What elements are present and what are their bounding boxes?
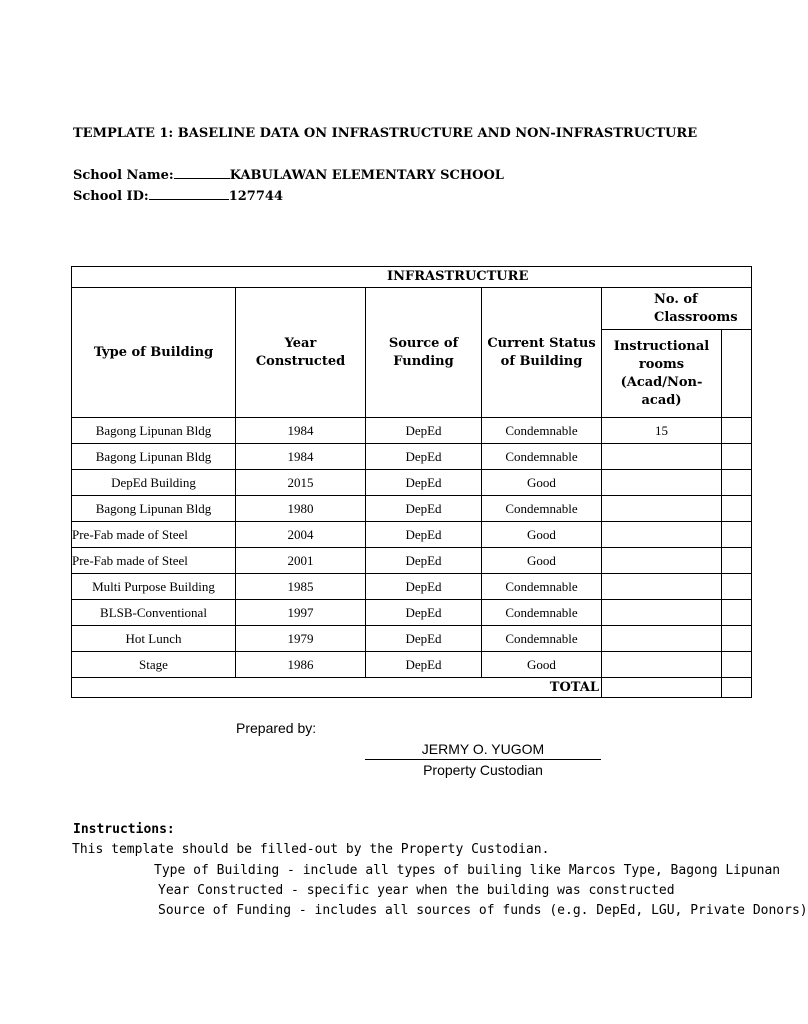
instruction-item: Source of Funding - includes all sources of funds (e.g. DepEd, LGU, Private Donors) (158, 903, 808, 918)
table-row (72, 496, 752, 522)
instruction-item: Year Constructed - specific year when the building was constructed (158, 883, 675, 898)
cell-extra (722, 522, 752, 548)
cell-extra (722, 418, 752, 444)
cell-rooms (602, 574, 722, 600)
cell-extra (722, 626, 752, 652)
table-row (72, 548, 752, 574)
total-extra (722, 678, 752, 698)
cell-type: Pre-Fab made of Steel (72, 548, 236, 574)
school-name-line (73, 167, 504, 183)
cell-year: 1984 (236, 444, 366, 470)
cell-extra (722, 548, 752, 574)
cell-source: DepEd (366, 652, 482, 678)
cell-year: 1979 (236, 626, 366, 652)
col-extra-header (722, 330, 752, 418)
infrastructure-table (71, 266, 752, 698)
cell-year: 1997 (236, 600, 366, 626)
total-label: TOTAL (72, 678, 602, 698)
cell-status: Condemnable (482, 418, 602, 444)
prepared-by-label: Prepared by: (236, 720, 317, 736)
total-row (72, 678, 752, 698)
cell-type: Bagong Lipunan Bldg (72, 418, 236, 444)
table-row (72, 522, 752, 548)
cell-year: 1984 (236, 418, 366, 444)
cell-status: Good (482, 470, 602, 496)
cell-type: BLSB-Conventional (72, 600, 236, 626)
cell-year: 1985 (236, 574, 366, 600)
cell-extra (722, 652, 752, 678)
instruction-item: Type of Building - include all types of builing like Marcos Type, Bagong Lipunan (154, 863, 781, 878)
cell-extra (722, 496, 752, 522)
template-title: TEMPLATE 1: BASELINE DATA ON INFRASTRUCTURE AND NON-INFRASTRUCTURE (73, 126, 698, 141)
cell-status: Condemnable (482, 496, 602, 522)
col-classrooms-header: No. of Classrooms (602, 288, 752, 330)
col-year-header: Year Constructed (236, 288, 366, 418)
cell-type: Stage (72, 652, 236, 678)
cell-source: DepEd (366, 574, 482, 600)
cell-type: DepEd Building (72, 470, 236, 496)
school-id-value: 127744 (228, 189, 283, 204)
cell-status: Condemnable (482, 574, 602, 600)
signatory-position: Property Custodian (423, 762, 543, 778)
instructions-heading: Instructions: (73, 822, 175, 837)
cell-status: Good (482, 548, 602, 574)
cell-type: Hot Lunch (72, 626, 236, 652)
cell-extra (722, 600, 752, 626)
instructions-intro: This template should be filled-out by the Property Custodian. (72, 842, 550, 857)
cell-extra (722, 444, 752, 470)
table-row (72, 626, 752, 652)
cell-rooms (602, 496, 722, 522)
cell-source: DepEd (366, 470, 482, 496)
school-id-blank (149, 188, 229, 200)
header-row-1 (72, 288, 752, 330)
school-id-label: School ID: (73, 189, 149, 204)
table-row (72, 574, 752, 600)
school-name-blank (174, 167, 230, 179)
cell-type: Bagong Lipunan Bldg (72, 444, 236, 470)
cell-status: Good (482, 522, 602, 548)
cell-type: Pre-Fab made of Steel (72, 522, 236, 548)
cell-source: DepEd (366, 626, 482, 652)
cell-source: DepEd (366, 522, 482, 548)
cell-rooms (602, 600, 722, 626)
cell-year: 2001 (236, 548, 366, 574)
section-title: INFRASTRUCTURE (72, 267, 752, 288)
table-row (72, 600, 752, 626)
col-type-header: Type of Building (72, 288, 236, 418)
cell-extra (722, 574, 752, 600)
col-source-header: Source of Funding (366, 288, 482, 418)
table-row (72, 470, 752, 496)
cell-rooms: 15 (602, 418, 722, 444)
cell-rooms (602, 626, 722, 652)
cell-source: DepEd (366, 548, 482, 574)
cell-year: 1986 (236, 652, 366, 678)
table-row (72, 652, 752, 678)
cell-source: DepEd (366, 418, 482, 444)
cell-year: 1980 (236, 496, 366, 522)
cell-status: Condemnable (482, 444, 602, 470)
cell-rooms (602, 470, 722, 496)
cell-extra (722, 470, 752, 496)
cell-year: 2015 (236, 470, 366, 496)
table-title-row (72, 267, 752, 288)
cell-type: Bagong Lipunan Bldg (72, 496, 236, 522)
table-row (72, 418, 752, 444)
school-name-value: KABULAWAN ELEMENTARY SCHOOL (229, 168, 504, 183)
table-row (72, 444, 752, 470)
cell-rooms (602, 444, 722, 470)
school-id-line (73, 188, 283, 204)
col-status-header: Current Status of Building (482, 288, 602, 418)
cell-year: 2004 (236, 522, 366, 548)
signatory-name: JERMY O. YUGOM (365, 741, 601, 760)
cell-rooms (602, 652, 722, 678)
cell-source: DepEd (366, 496, 482, 522)
cell-source: DepEd (366, 600, 482, 626)
col-instructional-header: Instructional rooms (Acad/Non-acad) (602, 330, 722, 418)
cell-rooms (602, 548, 722, 574)
cell-status: Good (482, 652, 602, 678)
school-name-label: School Name: (73, 168, 174, 183)
cell-status: Condemnable (482, 600, 602, 626)
cell-type: Multi Purpose Building (72, 574, 236, 600)
cell-source: DepEd (366, 444, 482, 470)
cell-rooms (602, 522, 722, 548)
cell-status: Condemnable (482, 626, 602, 652)
total-rooms (602, 678, 722, 698)
